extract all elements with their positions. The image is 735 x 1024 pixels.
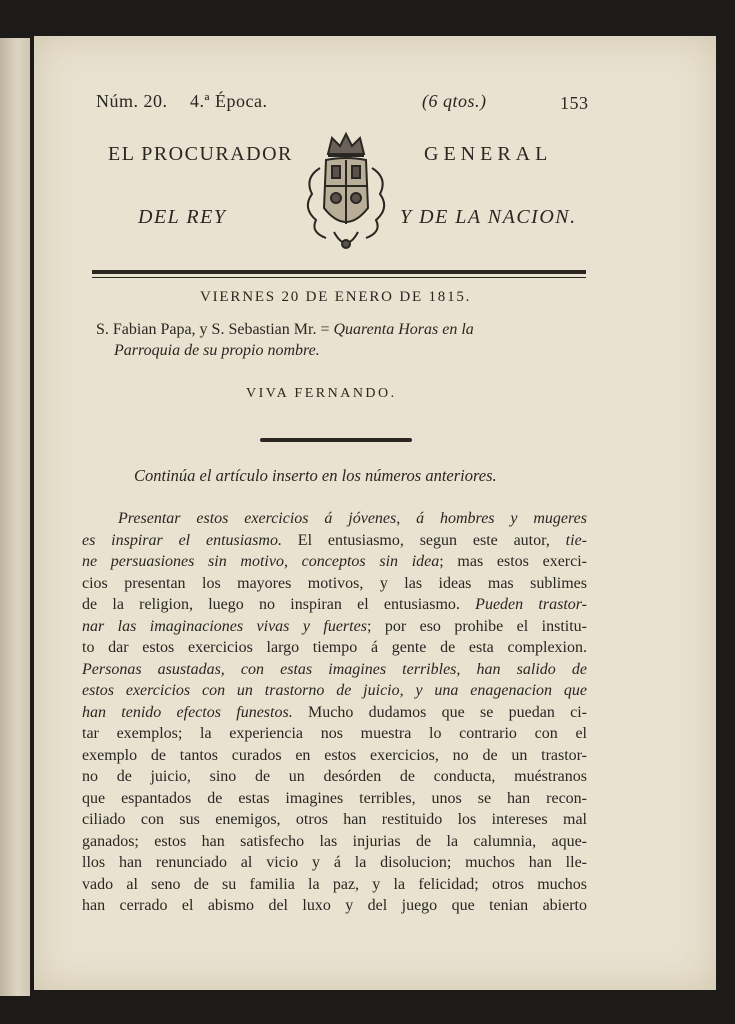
body-text: ; por eso prohibe el institu- — [366, 617, 587, 635]
body-italic: ne persuasiones sin motivo, conceptos sin idea — [82, 553, 440, 570]
body-text: de la religion, luego no inspiran el entusiasmo. — [82, 596, 476, 613]
subtitle-left: DEL REY — [138, 206, 227, 228]
body-italic: Personas asustadas, con estas imagines terribles, han salido de — [82, 660, 587, 678]
body-text: ; mas estos exerci- — [439, 553, 588, 570]
body-line — [82, 508, 587, 530]
date-line: VIERNES 20 DE ENERO DE 1815. — [200, 289, 472, 305]
body-line: vado al seno de su familia la paz, y la felicidad; otros muchos — [82, 875, 587, 893]
body-italic: es inspirar el entusiasmo. — [82, 531, 282, 549]
saints-line-1 — [96, 321, 474, 339]
body-line — [82, 594, 587, 616]
body-line — [82, 702, 587, 724]
body-line — [82, 680, 587, 702]
body-line: que espantados de estas imagines terribles, unos se han recon- — [82, 789, 587, 807]
body-line: tar exemplos; la experiencia nos muestra lo contrario con el — [82, 725, 587, 742]
body-italic: Pueden trastor- — [475, 596, 587, 613]
body-italic: Presentar estos exercicios á jóvenes, á hombres y mugeres — [118, 510, 587, 527]
body-italic: estos exercicios con un trastorno de juicio, y una enagenacion que — [82, 682, 587, 699]
devotion-text: Quarenta Horas en la — [333, 321, 474, 338]
title-right: GENERAL — [424, 143, 553, 165]
body-italic: tie- — [565, 531, 587, 549]
header-rule-thin — [92, 277, 586, 278]
body-line: exemplo de tantos curados en estos exercicios, no de un trastor- — [82, 746, 587, 764]
newspaper-page — [34, 36, 716, 990]
body-line — [82, 616, 587, 638]
epoch-label: 4.ª Época. — [190, 91, 268, 111]
saints-line-2: Parroquia de su propio nombre. — [114, 342, 320, 359]
body-line: no de juicio, sino de un desórden de conducta, muéstranos — [82, 768, 587, 785]
body-line — [82, 530, 587, 552]
page-number: 153 — [560, 93, 589, 113]
header-rule-thick — [92, 270, 586, 274]
price-label: (6 qtos.) — [422, 91, 487, 111]
body-text: Mucho dudamos que se puedan ci- — [292, 703, 587, 721]
royal-coat-of-arms-icon — [298, 128, 394, 258]
body-line: han cerrado el abismo del luxo y del juego que tenian abierto — [82, 897, 587, 914]
body-line — [82, 551, 587, 573]
body-italic: han tenido efectos funestos. — [82, 703, 293, 721]
body-line: cios presentan los mayores motivos, y las ideas mas sublimes — [82, 574, 587, 592]
issue-number: Núm. 20. — [96, 91, 168, 111]
article-body — [82, 508, 587, 917]
subtitle-right: Y DE LA NACION. — [400, 206, 577, 228]
body-line — [82, 659, 587, 681]
left-page-edge — [0, 38, 30, 996]
section-divider — [260, 438, 412, 442]
body-line: ciliado con sus enemigos, otros han restituido los intereses mal — [82, 811, 587, 828]
motto: VIVA FERNANDO. — [246, 386, 397, 401]
continuation-heading: Continúa el artículo inserto en los números anteriores. — [134, 466, 497, 485]
body-line: llos han renunciado al vicio y á la disolucion; muchos han lle- — [82, 854, 587, 871]
body-text: El entusiasmo, segun este autor, — [281, 531, 566, 549]
body-line: to dar estos exercicios largo tiempo á gente de esta complexion. — [82, 639, 587, 656]
body-line: ganados; estos han satisfecho las injurias de la calumnia, aque- — [82, 832, 587, 850]
saints-text: S. Fabian Papa, y S. Sebastian Mr. = — [96, 321, 334, 338]
title-left: EL PROCURADOR — [108, 143, 293, 165]
body-italic: nar las imaginaciones vivas y fuertes — [82, 617, 367, 635]
